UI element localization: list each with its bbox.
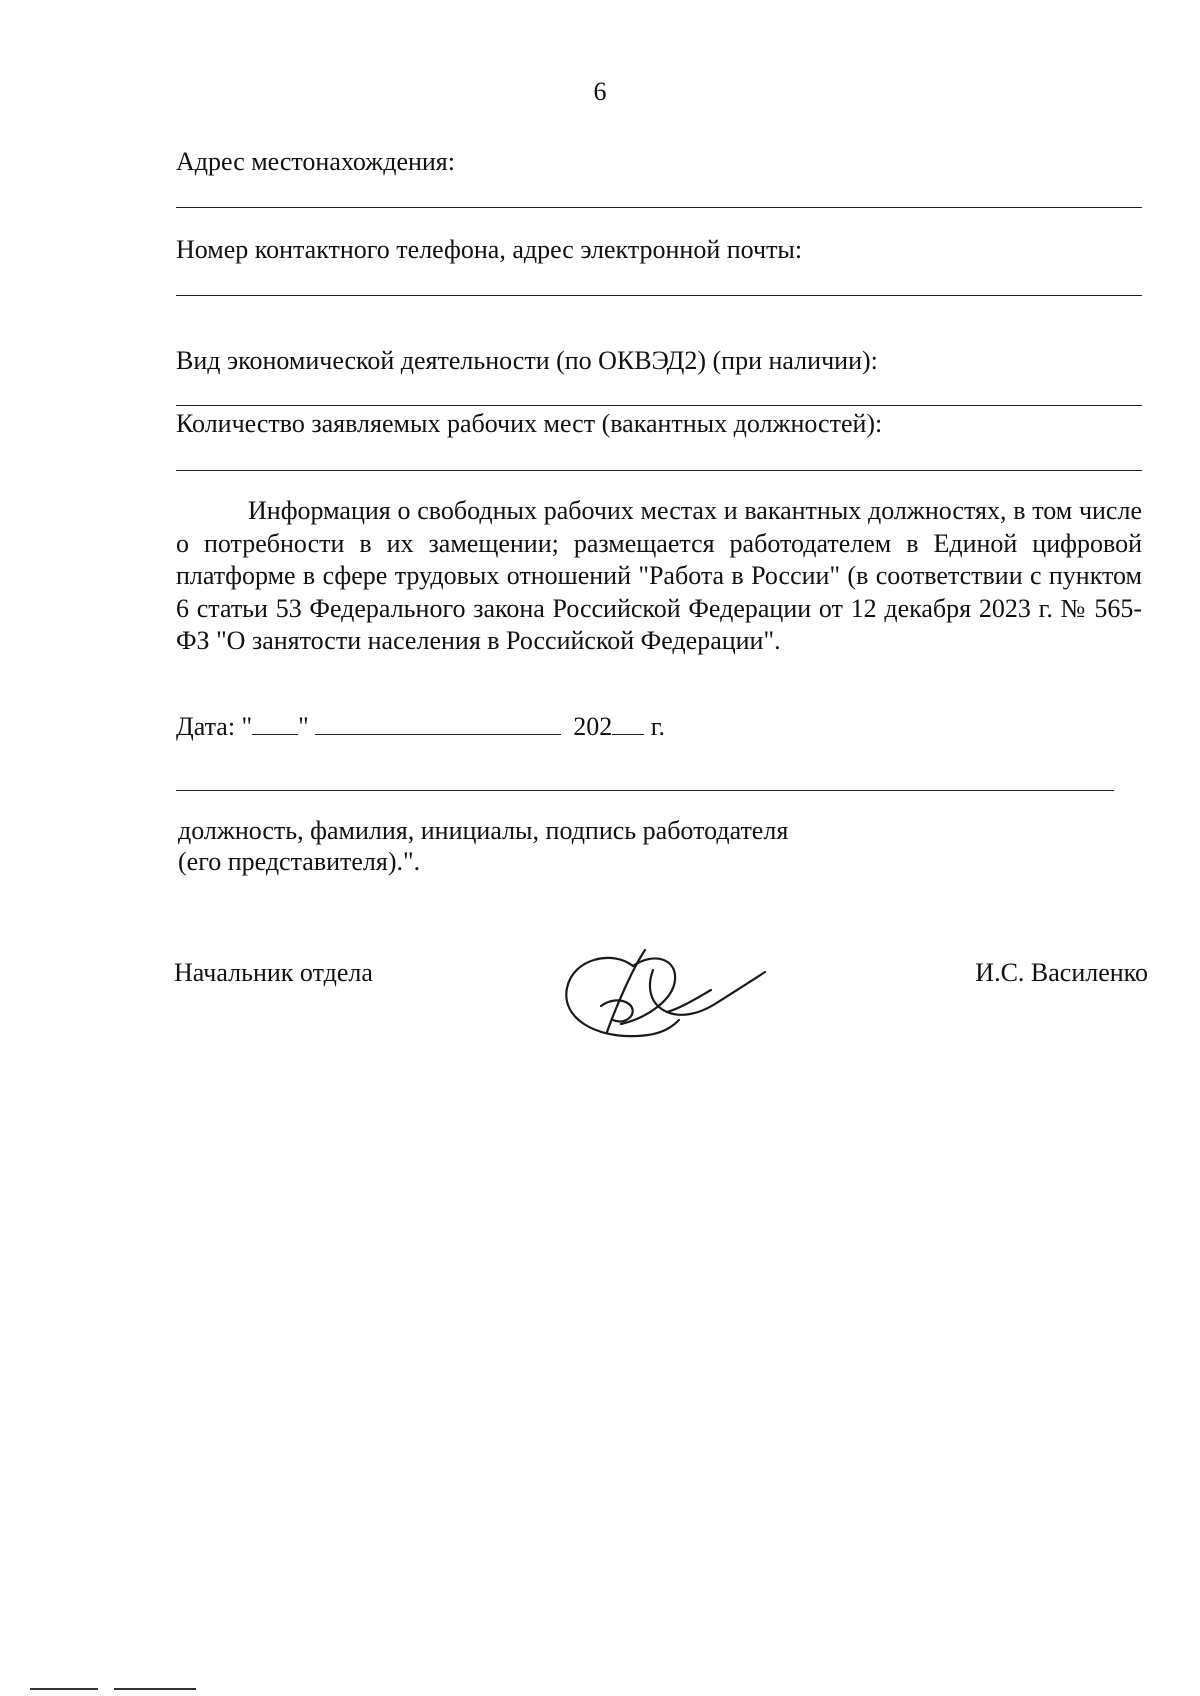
date-label: Дата: [176,712,236,741]
date-line [176,711,665,743]
info-paragraph: Информация о свободных рабочих местах и вакантных должностях, в том числе о потребности в их замещении; размещается работодателем в Единой цифровой платформе в сфере трудовых отношений "Работа в России" (в соответствии с пунктом 6 статьи 53 Федерального закона Российской Федерации от 12 декабря 2023 г. № 565-ФЗ "О занятости населения в Российской Федерации". [176,496,1142,655]
field-line-address [176,207,1142,208]
scan-edge-mark-left [30,1688,98,1690]
field-line-activity [176,405,1142,406]
date-month-blank [315,733,561,735]
date-year-prefix: 202 [573,712,613,741]
date-open-quote: " [241,712,253,741]
scan-edge-mark-right [114,1688,196,1690]
footer-name: И.С. Василенко [975,958,1148,987]
date-day-blank [252,733,298,735]
date-year-suffix: г. [650,712,666,741]
field-label-contacts: Номер контактного телефона, адрес электронной почты: [176,235,803,264]
signature-caption-line1: должность, фамилия, инициалы, подпись работодателя [178,816,789,845]
date-close-quote: " [298,712,309,741]
handwritten-signature [555,940,785,1055]
field-line-contacts [176,295,1142,296]
page-number: 6 [593,77,607,106]
signature-caption-line2: (его представителя).". [178,847,421,876]
field-label-vacancies: Количество заявляемых рабочих мест (вакантных должностей): [176,409,883,438]
footer-position: Начальник отдела [174,958,373,987]
signature-line [176,790,1114,791]
field-line-vacancies [176,470,1142,471]
date-year-blank [612,733,644,735]
field-label-address: Адрес местонахождения: [176,147,455,176]
signature-caption [178,815,788,877]
field-label-activity: Вид экономической деятельности (по ОКВЭД2) (при наличии): [176,346,878,375]
